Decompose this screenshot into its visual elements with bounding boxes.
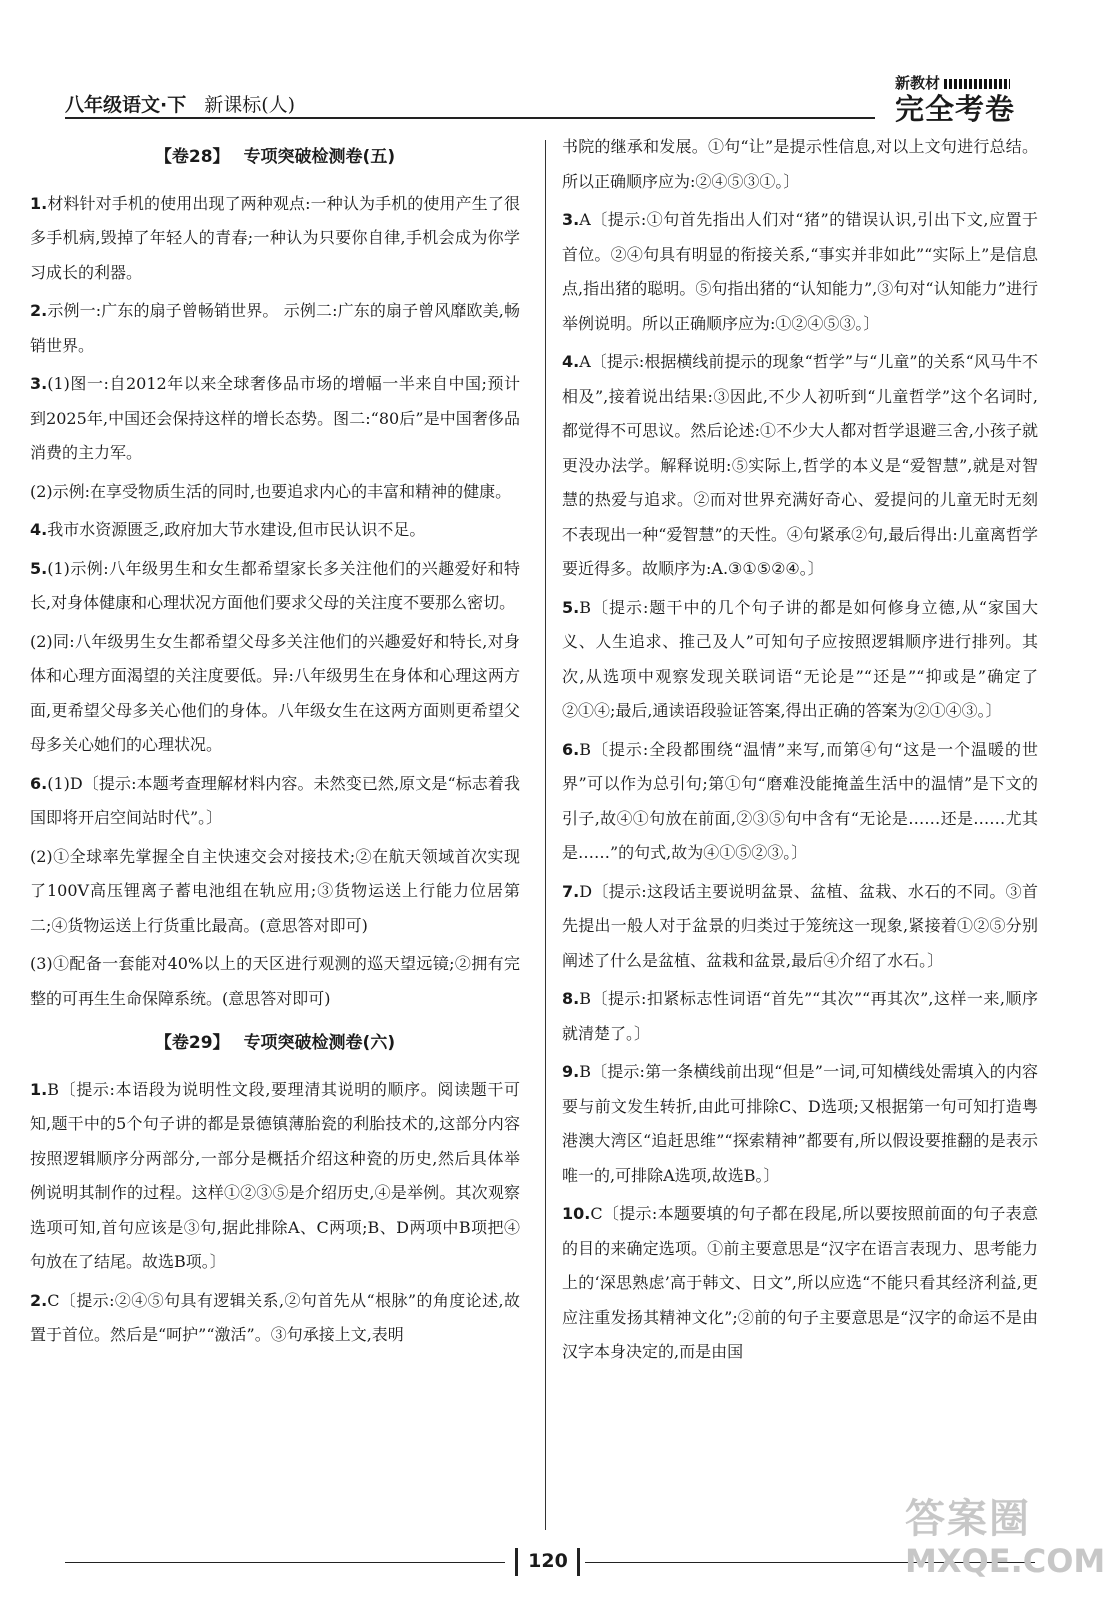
item-number: 4.: [30, 520, 48, 539]
item-subpart: (2)同:八年级男生女生都希望父母多关注他们的兴趣爱好和特长,对身体和心理方面渴望的关注度要低。异:八年级男生在身体和心理这两方面,更希望父母多关心他们的身体。八年级女生在这两方面则更希望父母多关心她们的心理状况。: [30, 631, 520, 754]
item-text: C〔提示:②④⑤句具有逻辑关系,②句首先从“根脉”的角度论述,故置于首位。然后是“呵护”“激活”。③句承接上文,表明: [30, 1290, 520, 1344]
section-tag: 【卷28】: [154, 147, 230, 167]
watermark-top: 答案圈: [905, 1496, 1031, 1542]
answer-item: [562, 982, 1038, 1051]
item-subpart: (2)示例:在享受物质生活的同时,也要追求内心的丰富和精神的健康。: [30, 481, 512, 501]
item-number: 5.: [562, 597, 580, 617]
item-subpart: (3)①配备一套能对40%以上的天区进行观测的巡天望远镜;②拥有完整的可再生生命保障系统。(意思答对即可): [30, 954, 520, 1008]
header-rule: [65, 117, 875, 119]
answer-item: [30, 187, 520, 291]
right-column: [562, 130, 1038, 1374]
item-number: 3.: [30, 374, 48, 393]
answer-item: [30, 552, 520, 621]
item-number: 1.: [30, 1079, 48, 1099]
page-number: 120: [528, 1550, 568, 1572]
header-subject-line: [65, 90, 295, 117]
answer-item: [562, 875, 1038, 979]
section-title-29: [30, 1026, 520, 1061]
answer-item: [562, 203, 1038, 341]
item-number: 5.: [30, 558, 48, 578]
item-number: 2.: [30, 1290, 48, 1310]
answer-item: [30, 1073, 520, 1280]
footer-rule-left: [65, 1562, 505, 1563]
answer-item: [562, 591, 1038, 729]
answer-item: [30, 367, 520, 471]
section-tag: 【卷29】: [154, 1033, 230, 1053]
item-text: 材料针对手机的使用出现了两种观点:一种认为手机的使用产生了很多手机病,毁掉了年轻人的青春;一种认为只要你自律,手机会成为你学习成长的利器。: [30, 193, 520, 282]
watermark: [905, 1495, 1106, 1595]
brand-main-text: 完全考卷: [895, 92, 1016, 126]
item-text: C〔提示:本题要填的句子都在段尾,所以要按照前面的句子表意的目的来确定选项。①前主要意思是“汉字在语言表现力、思考能力上的‘深思熟虑’高于韩文、日文”,所以应选“不能只看其经济利益,更应注重发扬其精神文化”;②前的句子主要意思是“汉字的命运不是由汉字本身决定的,而是由国: [562, 1204, 1038, 1361]
item-text: 示例一:广东的扇子曾畅销世界。 示例二:广东的扇子曾风靡欧美,畅销世界。: [30, 301, 520, 355]
item-number: 1.: [30, 193, 48, 213]
item-text: (1)图一:自2012年以来全球奢侈品市场的增幅一半来自中国;预计到2025年,中国还会保持这样的增长态势。图二:“80后”是中国奢侈品消费的主力军。: [30, 374, 520, 462]
answer-item: [562, 345, 1038, 587]
answer-item: [562, 1197, 1038, 1370]
item-number: 8.: [562, 989, 580, 1008]
item-number: 2.: [30, 301, 48, 320]
page-header: [65, 74, 1035, 126]
watermark-bottom: MXQE.COM: [905, 1542, 1106, 1580]
barcode-icon: [944, 79, 1010, 89]
item-number: 6.: [562, 739, 580, 759]
item-text: B〔提示:全段都围绕“温情”来写,而第④句“这是一个温暖的世界”可以作为总引句;第①句“磨难没能掩盖生活中的温情”是下文的引子,故④①句放在前面,②③⑤句中含有“无论是……还是……尤其是……”的句式,故为④①⑤②③。〕: [562, 739, 1038, 862]
page-footer: [65, 1548, 1035, 1578]
continued-text: 书院的继承和发展。①句“让”是提示性信息,对以上文句进行总结。所以正确顺序应为:②④⑤③①。〕: [562, 137, 1038, 191]
item-number: 4.: [562, 352, 580, 371]
item-text: B〔提示:第一条横线前出现“但是”一词,可知横线处需填入的内容要与前文发生转折,由此可排除C、D选项;又根据第一句可知打造粤港澳大湾区“追赶思维”“探索精神”都要有,所以假设要推翻的是表示唯一的,可排除A选项,故选B。〕: [562, 1062, 1038, 1185]
answer-item: [562, 733, 1038, 871]
answer-item: [30, 1284, 520, 1353]
item-subpart: (2)①全球率先掌握全自主快速交会对接技术;②在航天领域首次实现了100V高压锂离子蓄电池组在轨应用;③货物运送上行能力位居第二;④货物运送上行货重比最高。(意思答对即可): [30, 846, 520, 935]
brand-top-text: 新教材: [895, 74, 941, 92]
footer-bar-right: [577, 1548, 580, 1576]
answer-item: [562, 1055, 1038, 1193]
section-title-28: [30, 140, 520, 175]
item-number: 3.: [562, 210, 580, 229]
item-number: 6.: [30, 773, 48, 793]
item-number: 9.: [562, 1062, 580, 1081]
item-text: (1)D〔提示:本题考查理解材料内容。未然变已然,原文是“标志着我国即将开启空间站时代”。〕: [30, 773, 520, 827]
item-text: A〔提示:根据横线前提示的现象“哲学”与“儿童”的关系“风马牛不相及”,接着说出结果:③因此,不少人初听到“儿童哲学”这个名词时,都觉得不可思议。然后论述:①不少大人都对哲学退避三舍,小孩子就更没办法学。解释说明:⑤实际上,哲学的本义是“爱智慧”,就是对智慧的热爱与追求。②而对世界充满好奇心、爱提问的儿童无时无刻不表现出一种“爱智慧”的天性。④句紧承②句,最后得出:儿童离哲学要近得多。故顺序为:A.③①⑤②④。〕: [562, 352, 1038, 578]
item-text: B〔提示:本语段为说明性文段,要理清其说明的顺序。阅读题干可知,题干中的5个句子讲的都是景德镇薄胎瓷的利胎技术的,这部分内容按照逻辑顺序分两部分,一部分是概括介绍这种瓷的历史,然后具体举例说明其制作的过程。这样①②③⑤是介绍历史,④是举例。其次观察选项可知,首句应该是③句,据此排除A、C两项;B、D两项中B项把④句放在了结尾。故选B项。〕: [30, 1079, 520, 1271]
item-text: 我市水资源匮乏,政府加大节水建设,但市民认识不足。: [47, 520, 426, 539]
footer-bar-left: [515, 1548, 518, 1576]
section-name: 专项突破检测卷(五): [243, 147, 396, 167]
section-name: 专项突破检测卷(六): [243, 1033, 396, 1053]
edition-label: 新课标(人): [204, 94, 296, 116]
item-text: A〔提示:①句首先指出人们对“猪”的错误认识,引出下文,应置于首位。②④句具有明显的衔接关系,“事实并非如此”“实际上”是信息点,指出猪的聪明。⑤句指出猪的“认知能力”,③句对“认知能力”进行举例说明。所以正确顺序应为:①②④⑤③。〕: [562, 210, 1038, 333]
answer-item: [30, 767, 520, 836]
item-number: 10.: [562, 1204, 591, 1223]
item-text: (1)示例:八年级男生和女生都希望家长多关注他们的兴趣爱好和特长,对身体健康和心理状况方面他们要求父母的关注度不要那么密切。: [30, 558, 520, 612]
answer-item: [30, 513, 520, 548]
item-number: 7.: [562, 881, 580, 901]
column-divider: [545, 140, 546, 1530]
item-text: B〔提示:题干中的几个句子讲的都是如何修身立德,从“家国大义、人生追求、推己及人”可知句子应按照逻辑顺序进行排列。其次,从选项中观察发现关联词语“无论是”“还是”“抑或是”确定了②①④;最后,通读语段验证答案,得出正确的答案为②①④③。〕: [562, 597, 1038, 720]
brand-logo: [895, 72, 1035, 126]
left-column: [30, 130, 520, 1357]
answer-item: [30, 294, 520, 363]
item-text: B〔提示:扣紧标志性词语“首先”“其次”“再其次”,这样一来,顺序就清楚了。〕: [562, 989, 1038, 1043]
item-text: D〔提示:这段话主要说明盆景、盆植、盆栽、水石的不同。③首先提出一般人对于盆景的归类过于笼统这一现象,紧接着①②⑤分别阐述了什么是盆植、盆栽和盆景,最后④介绍了水石。〕: [562, 881, 1038, 970]
subject-label: 八年级语文·下: [65, 94, 187, 116]
